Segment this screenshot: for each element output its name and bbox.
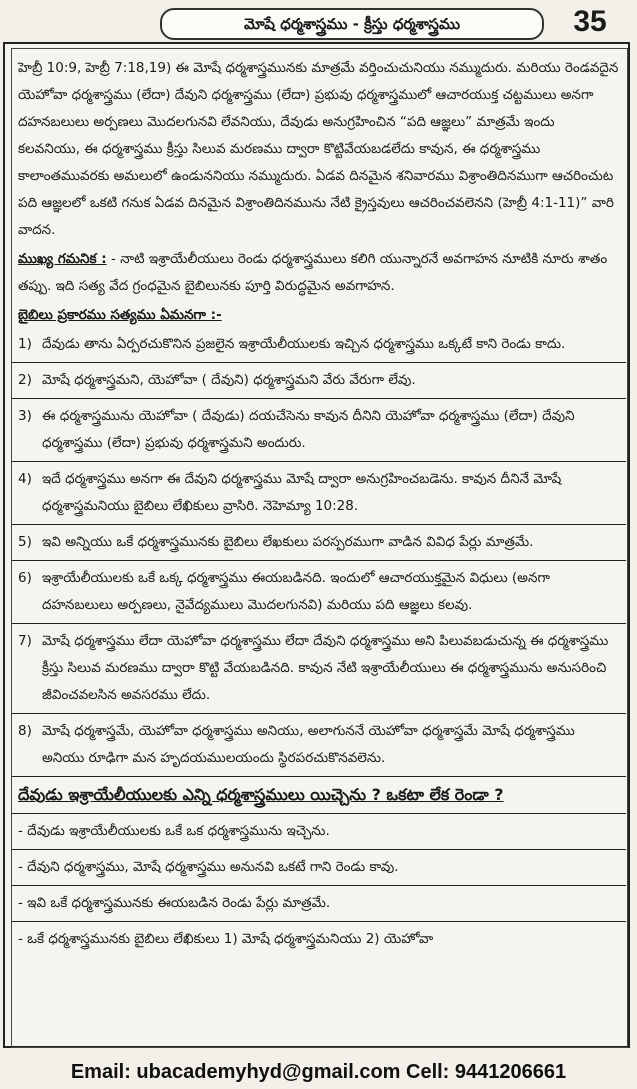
list-item-text: మోషే ధర్మశాస్త్రము లేదా యెహోవా ధర్మశాస్త్రము లేదా దేవుని ధర్మశాస్త్రము అని పిలువబడుచున్న ఈ ధర్మశాస్త్రము క్రీస్తు సిలువ మరణము ద్వారా కొట్టి వేయబడినది. కావున నేటి ఇశ్రాయేలీయులు ఈ ధర్మశాస్త్రమును అనుసరించి జీవించవలసిన అవసరము లేదు. (42, 633, 609, 703)
list-item: - ఇవి ఒకే ధర్మశాస్త్రమునకు ఈయబడిన రెండు పేర్లు మాత్రమే. (18, 895, 331, 911)
list-item (18, 529, 620, 556)
list-item (18, 718, 620, 772)
intro-paragraph: హెబ్రీ 10:9, హెబ్రీ 7:18,19) ఈ మోషే ధర్మశాస్త్రమునకు మాత్రమే వర్తించుచునియు నమ్ముదురు. మరియు రెండవదైన యెహోవా ధర్మశాస్త్రము (లేదా) దేవుని ధర్మశాస్త్రము (లేదా) ప్రభువు ధర్మశాస్త్రములో ఆచారయుక్త చట్టములు అనగా దహనబలులు అర్పణలు మొదలగునవి లేవనియు, దేవుడు అనుగ్రహించిన “పది ఆజ్ఞలు” మాత్రమే ఇందు కలవనియు, ఈ ధర్మశాస్త్రము క్రీస్తు సిలువ మరణము ద్వారా కొట్టివేయబడలేదు కావున, ఈ ధర్మశాస్త్రము కాలాంతమువరకు అమలులో ఉండుననియు నమ్ముదురు. ఏడవ దినమైన శనివారము విశ్రాంతిదినముగా ఆచరించుట పది ఆజ్ఞలలో ఒకటి గనుక ఏడవ దినమైన విశ్రాంతిదినమును నేటి క్రైస్తవులు ఆచరించవలెనని (హెబ్రీ 4:1-11)” వారి వాదన. (18, 60, 619, 238)
list-item-text: ఇవి అన్నియు ఒకే ధర్మశాస్త్రమునకు బైబిలు లేఖకులు పరస్పరముగా వాడిన వివిధ పేర్లు మాత్రమే. (42, 534, 534, 550)
content-inner-border (11, 48, 628, 1048)
list-item: - ఒకే ధర్మశాస్త్రమునకు బైబిలు లేఖికులు 1) మోషే ధర్మశాస్త్రమనియు 2) యెహోవా (18, 931, 434, 947)
divider (12, 362, 626, 363)
answer-list (18, 813, 620, 953)
list-item-number: 1) (18, 336, 32, 352)
divider (12, 921, 626, 922)
list-item-number: 5) (18, 534, 32, 550)
important-note-label: ముఖ్య గమనిక : (18, 251, 107, 267)
page-title: మోషే ధర్మశాస్త్రము - క్రీస్తు ధర్మశాస్త్రము (160, 8, 544, 40)
list-item-text: ఇశ్రాయేలీయులకు ఒకే ఒక్క ధర్మశాస్త్రము ఈయబడినది. ఇందులో ఆచారయుక్తమైన విధులు (అనగా దహనబలులు అర్పణలు, నైవేద్యములు మొదలగునవి) మరియు పది ఆజ్ఞలు కలవు. (42, 570, 550, 613)
list-item (18, 466, 620, 520)
divider (12, 885, 626, 886)
divider (12, 713, 626, 714)
important-note-text: - నాటి ఇశ్రాయేలీయులు రెండు ధర్మశాస్త్రములు కలిగి యున్నారనే అవగాహన నూటికి నూరు శాతం తప్పు. ఇది సత్య వేద గ్రంధమైన బైబిలునకు పూర్తి విరుద్ధమైన అవగాహన. (18, 251, 608, 294)
list-item (18, 565, 620, 619)
divider (12, 623, 626, 624)
list-item: - దేవుడు ఇశ్రాయేలీయులకు ఒకే ఒక ధర్మశాస్త్రమును ఇచ్చెను. (18, 823, 330, 839)
list-item-number: 6) (18, 570, 32, 586)
important-note (18, 246, 620, 300)
divider (12, 461, 626, 462)
list-item-text: దేవుడు తాను ఏర్పరచుకొనిన ప్రజలైన ఇశ్రాయేలీయులకు ఇచ్చిన ధర్మశాస్త్రము ఒక్కటే కాని రెండు కాదు. (42, 336, 566, 352)
list-item-text: మోషే ధర్మశాస్త్రమే, యెహోవా ధర్మశాస్త్రము అనియు, అలాగుననే యెహోవా ధర్మశాస్త్రమే మోషే ధర్మశాస్త్రము అనియు రూఢిగా మన హృదయములయందు స్థిరపరచుకొనవలెను. (42, 723, 575, 766)
divider (12, 813, 626, 814)
list-item-number: 4) (18, 471, 32, 487)
divider (12, 849, 626, 850)
page-number: 35 (573, 5, 607, 38)
list-item-number: 8) (18, 723, 32, 739)
question-heading: దేవుడు ఇశ్రాయేలీయులకు ఎన్ని ధర్మశాస్త్రములు యిచ్చెను ? ఒకటా లేక రెండా ? (18, 785, 504, 804)
page-header (0, 0, 637, 44)
list-item: - దేవుని ధర్మశాస్త్రము, మోషే ధర్మశాస్త్రము అనునవి ఒకటే గాని రెండు కావు. (18, 859, 399, 875)
list-item (18, 403, 620, 457)
list-item-number: 3) (18, 408, 32, 424)
divider (12, 524, 626, 525)
divider (12, 398, 626, 399)
divider (12, 560, 626, 561)
content-body (18, 55, 620, 953)
footer-contact: Email: ubacademyhyd@gmail.com Cell: 9441206661 (70, 1061, 567, 1083)
bible-truth-heading: బైబిలు ప్రకారము సత్యము ఏమనగా :- (18, 307, 222, 323)
list-item (18, 367, 620, 394)
divider (12, 776, 626, 777)
list-item-number: 2) (18, 372, 32, 388)
list-item-text: ఈ ధర్మశాస్త్రమును యెహోవా ( దేవుడు) దయచేసెను కావున దీనిని యెహోవా ధర్మశాస్త్రము (లేదా) దేవుని ధర్మశాస్త్రము (లేదా) ప్రభువు ధర్మశాస్త్రమని అందురు. (42, 408, 575, 451)
content-frame (3, 42, 630, 1048)
list-item-number: 7) (18, 633, 32, 649)
list-item-text: ఇదే ధర్మశాస్త్రము అనగా ఈ దేవుని ధర్మశాస్త్రము మోషే ద్వారా అనుగ్రహించబడెను. కావున దీనినే మోషే ధర్మశాస్త్రమనియు బైబిలు లేఖికులు వ్రాసిరి. నెహెమ్యా 10:28. (42, 471, 562, 514)
bible-truth-list (18, 331, 620, 772)
list-item (18, 628, 620, 709)
list-item (18, 331, 620, 358)
list-item-text: మోషే ధర్మశాస్త్రమని, యెహోవా ( దేవుని) ధర్మశాస్త్రమని వేరు వేరుగా లేవు. (42, 372, 416, 388)
